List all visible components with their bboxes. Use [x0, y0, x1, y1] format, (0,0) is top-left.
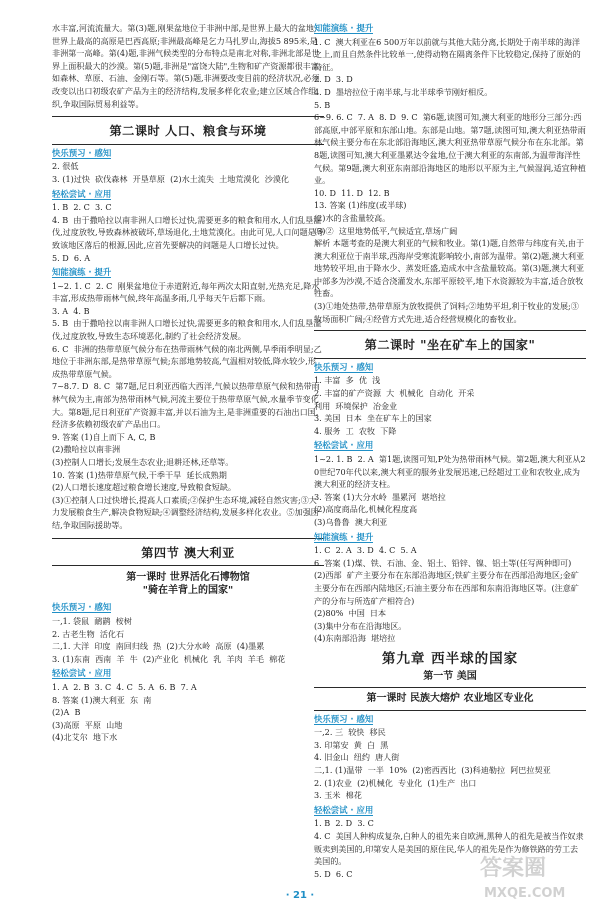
- answer-line: (2)水的含盐量较高。: [314, 212, 391, 223]
- answer-line: 6~9. 6. C 7. A 8. D 9. C 第6题,读图可知,澳大利亚的地形分三部分:西部高原,中部平原和东部山地。东部是山地。第7题,读图可知,澳大利亚热带雨林气候主要分布在东北部沿海地区,澳大利亚热带草原气候分布在东北部。第8题,读图可知,澳大利亚墨累达令盆地,位于澳大利亚的东南部,为温带海洋性气候。第9题,澳大利亚东南部沿海地区的地形以平原为主,气候湿润,适宜种植业。: [314, 112, 586, 186]
- answer-line: (3)控制人口增长;发展生态农业;退耕还林,还草等。: [52, 457, 234, 467]
- answer-line: 5. B 由于撒哈拉以南非洲人口增长过快,需要更多的粮食和用水,人们乱垦滥伐,过度放牧,导致生态环境恶化,制约了社会经济发展。: [52, 318, 322, 342]
- section-label: 快乐预习 · 感知: [314, 361, 374, 372]
- answer-line: 4. C 美国人种构成复杂,白种人的祖先来自欧洲,黑种人的祖先是被当作奴隶贩卖到美国的,印第安人是美国的原住民,华人的祖先是作为修铁路的劳工去美国的。: [314, 831, 584, 867]
- answer-line: (2)A B: [52, 707, 81, 718]
- answer-list: [52, 280, 324, 532]
- answer-line: (2)撒哈拉以南非洲: [52, 444, 121, 455]
- answer-list: [314, 374, 586, 437]
- answer-line: 10. D 11. D 12. B: [314, 187, 390, 198]
- answer-list: [314, 36, 586, 326]
- answer-line: (2)80% 中国 日本: [314, 608, 387, 619]
- answer-line: (3)乌鲁鲁 澳大利亚: [314, 516, 388, 527]
- answer-line: 2. 古老生物 活化石: [52, 628, 125, 639]
- answer-line: 5. D 6. A: [52, 252, 91, 263]
- answer-line: 6. 答案 (1)煤、铁、石油、金、铝土、铅锌、镍、铝土等(任写两种即可) (2)西部 矿产主要分布在东部沿海地区;铁矿主要分布在西部沿海地区;金矿主要分布在西部内陆地区;石油主要分布在西部和东南沿海地区等。(注意矿产的分布与所选矿产相符合): [314, 557, 579, 606]
- answer-line: 1. B 2. C 3. C: [52, 202, 112, 213]
- section-label: 知能演练 · 提升: [314, 23, 374, 33]
- title-rule-bottom: [314, 358, 586, 359]
- answer-line: 4. D 墨培拉位于南半球,与北半球季节刚好相反。: [314, 86, 493, 97]
- answer-line: 4. 服务 工 农牧 下降: [314, 425, 397, 436]
- answer-line: 1~2. 1. C 2. C 刚果盆地位于赤道附近,每年两次太阳直射,光热充足,降水丰富,形成热带雨林气候,终年高温多雨,几乎每天午后都下雨。: [52, 280, 320, 304]
- title-rule-bottom: [52, 565, 324, 566]
- left-column: [52, 22, 324, 744]
- answer-list: [52, 615, 324, 665]
- lesson1-title-line2: "骑在羊背上的国家": [142, 584, 234, 596]
- answer-line: 4. B 由于撒哈拉以南非洲人口增长过快,需要更多的粮食和用水,人们乱垦滥伐,过度放牧,导致森林被破坏,草场退化,土地荒漠化。由此可见,人口问题是导致该地区落后的根源,因此,应首先要解决的问题是人口增长过快。: [52, 214, 324, 250]
- title-rule-top: [314, 330, 586, 331]
- title-rule-bottom: [314, 710, 586, 711]
- answer-line: 5. B: [314, 99, 331, 110]
- answer-line: 3. 美国 日本 坐在矿车上的国家: [314, 413, 432, 424]
- section-label: 知能演练 · 提升: [52, 267, 112, 278]
- answer-list: [314, 726, 586, 802]
- answer-line: (2)高度商品化,机械化程度高: [314, 504, 418, 515]
- answer-line: (3)高原 平原 山地: [52, 719, 123, 730]
- answer-line: 3. 答案 (1)大分水岭 墨累河 堪培拉: [314, 491, 446, 502]
- title-rule-top: [52, 116, 324, 117]
- answer-line: 2. 丰富的矿产资源 大 机械化 自动化 开采: [314, 388, 475, 399]
- section-label: 快乐预习 · 感知: [314, 713, 374, 724]
- answer-list: [52, 681, 324, 744]
- answer-list: [52, 201, 324, 264]
- answer-list: [314, 453, 586, 529]
- answer-line: 1. A 2. B 3. C 4. C 5. A 6. B 7. A: [52, 681, 197, 692]
- section-label: 轻松尝试 · 应用: [52, 668, 112, 679]
- answer-line: 4. 旧金山 纽约 唐人街: [314, 752, 400, 763]
- answer-line: 2. D 3. D: [314, 74, 353, 85]
- answer-line: (3)② 这里地势低平,气候适宜,草场广阔: [314, 225, 458, 236]
- answer-line: (4)北艾尔 地下水: [52, 732, 118, 743]
- title-rule-top: [314, 687, 586, 688]
- lesson1-title-right: 第一课时 民族大熔炉 农业地区专业化: [366, 693, 534, 705]
- answer-line: (2)人口增长速度超过粮食增长速度,导致粮食短缺。: [52, 482, 237, 493]
- watermark-sub: MXQE.COM: [484, 886, 566, 901]
- answer-line: 二,1. (1)温带 一半 10% (2)密西西比 (3)科迪勒拉 阿巴拉契亚: [314, 765, 551, 776]
- watermark-text: 答案圈: [480, 856, 547, 881]
- section1-title: 第一节 美国: [423, 670, 477, 682]
- answer-line: (3)①控制人口过快增长,提高人口素质;②保护生态环境,减轻自然灾害;③大力发展粮食生产,解决食物短缺;④调整经济结构,发展多样化农业。⑤加强团结,争取国际援助等。: [52, 494, 319, 530]
- title-rule-top: [52, 538, 324, 539]
- lesson2-title-right: 第二课时 "坐在矿车上的国家": [364, 338, 536, 353]
- section4-title: 第四节 澳大利亚: [141, 545, 235, 560]
- answer-line: 1. C 澳大利亚在6 500万年以前就与其他大陆分离,长期处于南半球的海洋之上,而且自然条件比较单一,使得动物在隔离条件下比较稳定,保持了原始的特征。: [314, 36, 581, 72]
- answer-line: 2. 很低: [52, 161, 79, 172]
- answer-line: 3. (1)东南 西南 羊 牛 (2)产业化 机械化 乳 羊肉 羊毛 棉花: [52, 653, 286, 664]
- answer-list: [52, 160, 324, 185]
- answer-line: 2. (1)农业 (2)机械化 专业化 (1)生产 出口: [314, 777, 477, 788]
- answer-line: 5. D 6. C: [314, 868, 353, 879]
- section-label: 轻松尝试 · 应用: [314, 440, 374, 451]
- answer-line: 1. 丰富 多 优 浅: [314, 375, 381, 386]
- section-label: 快乐预习 · 感知: [52, 602, 112, 613]
- title-rule-bottom: [52, 144, 324, 145]
- page-number: · 21 ·: [285, 890, 315, 901]
- answer-line: 3. 印第安 黄 白 黑: [314, 739, 389, 750]
- section-label: 知能演练 · 提升: [314, 531, 374, 542]
- answer-line: 一,1. 袋鼠 鸸鹋 桉树: [52, 615, 132, 626]
- answer-line: 9. 答案 (1)自上而下 A, C, B: [52, 431, 156, 442]
- answer-line: 利用 环境保护 冶金业: [314, 400, 398, 411]
- section-label: 轻松尝试 · 应用: [314, 804, 374, 815]
- chapter9-title: 第九章 西半球的国家: [381, 650, 519, 667]
- answer-line: (4)东南部沿海 堪培拉: [314, 633, 396, 644]
- lesson2-title: 第二课时 人口、粮食与环境: [109, 124, 267, 139]
- right-column: [314, 22, 586, 880]
- answer-line: 13. 答案 (1)纬度(或半球): [314, 200, 407, 211]
- answer-line: (3)①地处热带,热带草原为放牧提供了饲料;②地势平坦,利于牧业的发展;③牧场面积广阔;④经营方式先进,适合经营规模化的畜牧业。: [314, 301, 579, 324]
- answer-line: 一,2. 三 较快 移民: [314, 727, 386, 738]
- answer-list: [314, 544, 586, 645]
- answer-line: 3. A 4. B: [52, 305, 90, 316]
- answer-line: 1~2. 1. B 2. A 第1题,读图可知,P处为热带雨林气候。第2题,澳大利亚从20世纪70年代以来,澳大利亚的服务业发展迅速,已经超过工业和农牧业,成为澳大利亚的经济支柱。: [314, 454, 586, 490]
- answer-line: 10. 答案 (1)热带草原气候,干季干旱 延长成熟期: [52, 469, 227, 480]
- answer-line: 二,1. 大洋 印度 南回归线 热 (2)大分水岭 高原 (4)墨累: [52, 641, 265, 652]
- answer-line: 3. 玉米 棉花: [314, 790, 362, 801]
- answer-line: 1. B 2. D 3. C: [314, 818, 374, 829]
- answer-line: 6. C 非洲的热带草原气候分布在热带雨林气候的南北两侧,旱季雨季明显;乙地位于非洲东部,是热带草原气候;东部地势较高,气温相对较低,降水较少,形成热带草原气候。: [52, 343, 322, 379]
- section-label: 快乐预习 · 感知: [52, 147, 112, 158]
- answer-line: 7~8.7. D 8. C 第7题,尼日利亚西临大西洋,气候以热带草原气候和热带雨林气候为主,南部为热带雨林气候,河流主要位于热带草原气候,水量季节变化大。第8题,尼日利亚矿产资源丰富,并以石油为主,是非洲重要的石油出口国,经济多依赖初级农矿产品出口。: [52, 381, 320, 430]
- intro-paragraph: 水丰富,河流流量大。第(3)题,刚果盆地位于非洲中部,是世界上最大的盆地;世界上最高的高原是巴西高原;非洲最高峰是乞力马扎罗山,海拔5 895米,是非洲第一高峰。第(4)题,非洲气候类型的分布特点是南北对称,非洲北部是世界上面积最大的沙漠。第(5)题,非洲是"富饶大陆",生物和矿产资源都很丰富,如森林、草原、石油、金刚石等。第(5)题,非洲要改变目前的经济状况,必须改变以出口初级农矿产品为主的经济结构,发展多样化农业;建立区域合作组织,争取国际贸易利益等。: [52, 23, 322, 109]
- lesson1-title: [52, 572, 324, 597]
- answer-line: 1. C 2. A 3. D 4. C 5. A: [314, 545, 417, 556]
- lesson1-title-line1: 第一课时 世界活化石博物馆: [126, 572, 250, 584]
- answer-line: (3)集中分布在沿海地区。: [314, 620, 407, 631]
- answer-line: 3. (1)过快 砍伐森林 开垦草原 (2)水土流失 土地荒漠化 沙漠化: [52, 173, 290, 184]
- answer-line: 8. 答案 (1)澳大利亚 东 南: [52, 694, 152, 705]
- watermark-logo: [476, 847, 594, 905]
- section-label: 轻松尝试 · 应用: [52, 188, 112, 199]
- answer-line: 解析 本题考查的是澳大利亚的气候和牧业。第(1)题,自然带与纬度有关,由于澳大利亚位于南半球,西海岸受寒流影响较小,南部为温带。第(2)题,澳大利亚地势较平坦,由于降水少、蒸发旺盛,造成水中含盐量较高。第(3)题,澳大利亚中部多为沙漠,不适合浇灌发水,东部平原较平,地下水资源较为丰富,适合放牧牲畜。: [314, 238, 585, 299]
